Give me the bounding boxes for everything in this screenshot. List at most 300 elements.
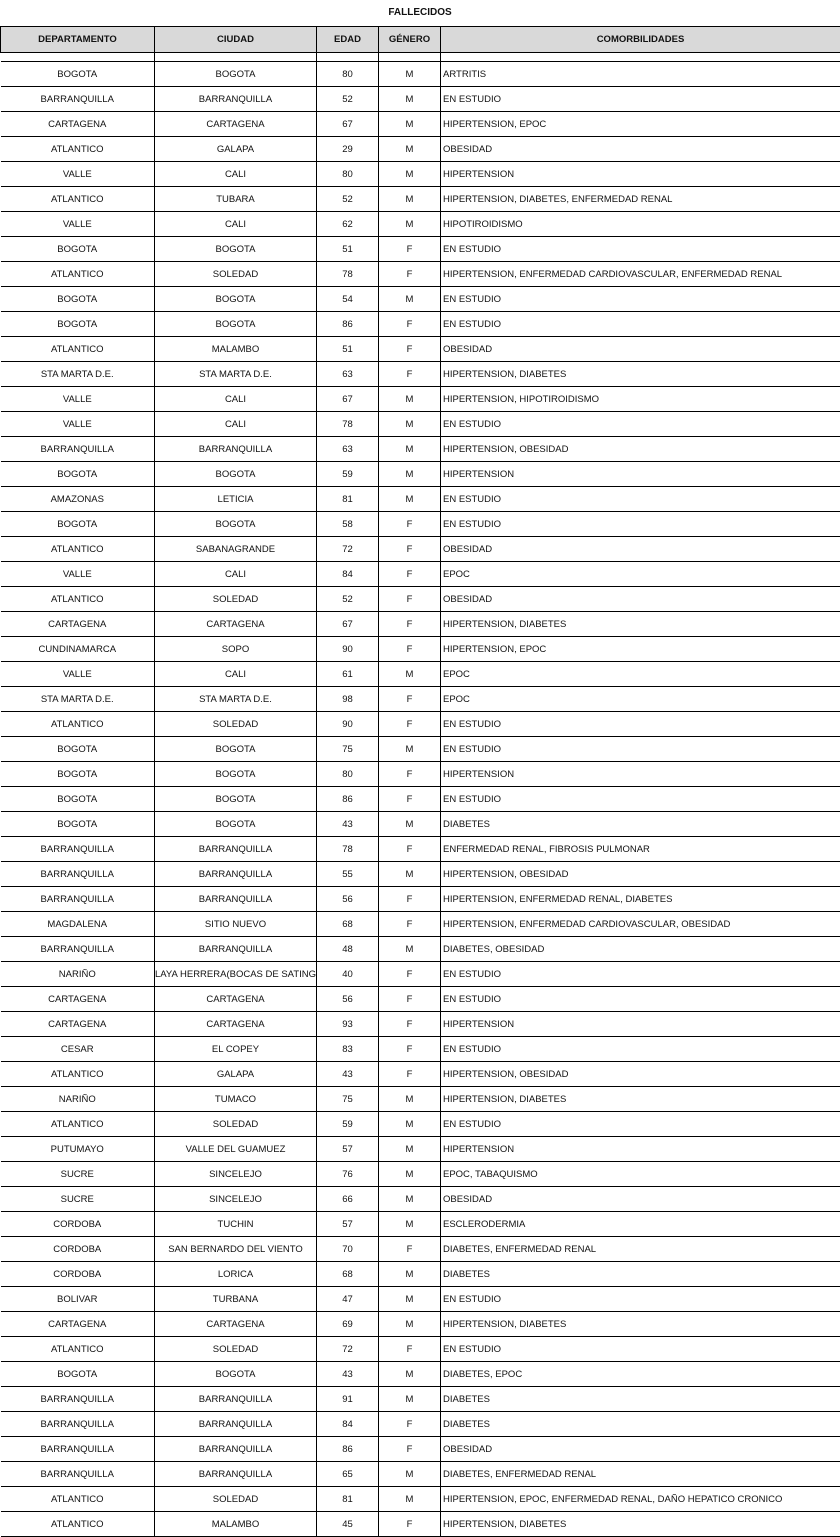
cell-ciudad: TUBARA bbox=[155, 187, 317, 212]
cell-edad: 48 bbox=[317, 937, 379, 962]
cell-ciudad: GALAPA bbox=[155, 137, 317, 162]
cell-departamento: BARRANQUILLA bbox=[1, 887, 155, 912]
cell-genero: F bbox=[379, 887, 441, 912]
cell-genero: F bbox=[379, 1062, 441, 1087]
cell-departamento: ATLANTICO bbox=[1, 587, 155, 612]
table-row bbox=[1, 1137, 840, 1162]
cell-ciudad: BOGOTA bbox=[155, 287, 317, 312]
cell-ciudad: STA MARTA D.E. bbox=[155, 687, 317, 712]
cell-departamento: ATLANTICO bbox=[1, 1487, 155, 1512]
cell-genero: F bbox=[379, 1037, 441, 1062]
cell-edad: 78 bbox=[317, 412, 379, 437]
table-row bbox=[1, 212, 840, 237]
cell-comorbilidades: DIABETES bbox=[441, 1387, 840, 1412]
cell-departamento: BARRANQUILLA bbox=[1, 1387, 155, 1412]
table-header-row bbox=[1, 27, 840, 53]
cell-comorbilidades: EN ESTUDIO bbox=[441, 987, 840, 1012]
table-row bbox=[1, 1487, 840, 1512]
cell-ciudad: SOPO bbox=[155, 637, 317, 662]
cell-comorbilidades: EN ESTUDIO bbox=[441, 712, 840, 737]
cell-comorbilidades: ENFERMEDAD RENAL, FIBROSIS PULMONAR bbox=[441, 837, 840, 862]
cell-comorbilidades: OBESIDAD bbox=[441, 137, 840, 162]
cell-ciudad: LETICIA bbox=[155, 487, 317, 512]
cell-comorbilidades: HIPERTENSION, EPOC bbox=[441, 112, 840, 137]
cell-edad: 67 bbox=[317, 612, 379, 637]
cell-edad: 43 bbox=[317, 1362, 379, 1387]
cell-edad: 67 bbox=[317, 112, 379, 137]
cell-genero: M bbox=[379, 1212, 441, 1237]
cell-genero: F bbox=[379, 337, 441, 362]
cell-edad: 84 bbox=[317, 1412, 379, 1437]
table-row bbox=[1, 287, 840, 312]
cell-ciudad: BARRANQUILLA bbox=[155, 1437, 317, 1462]
cell-genero: M bbox=[379, 162, 441, 187]
cell-comorbilidades: HIPERTENSION, DIABETES bbox=[441, 1312, 840, 1337]
table-row bbox=[1, 1062, 840, 1087]
cell-ciudad: SINCELEJO bbox=[155, 1187, 317, 1212]
cell-comorbilidades: HIPERTENSION, EPOC, ENFERMEDAD RENAL, DAÑO HEPATICO CRONICO bbox=[441, 1487, 840, 1512]
table-row bbox=[1, 312, 840, 337]
cell-comorbilidades: HIPERTENSION, DIABETES bbox=[441, 612, 840, 637]
cell-edad: 47 bbox=[317, 1287, 379, 1312]
cell-ciudad: SABANAGRANDE bbox=[155, 537, 317, 562]
cell-edad: 45 bbox=[317, 1512, 379, 1537]
cell-departamento: STA MARTA D.E. bbox=[1, 362, 155, 387]
cell-genero: F bbox=[379, 912, 441, 937]
cell-edad: 70 bbox=[317, 1237, 379, 1262]
table-row bbox=[1, 887, 840, 912]
cell-ciudad: CARTAGENA bbox=[155, 1012, 317, 1037]
cell-comorbilidades: EN ESTUDIO bbox=[441, 87, 840, 112]
table-row bbox=[1, 512, 840, 537]
cell-comorbilidades: EN ESTUDIO bbox=[441, 1037, 840, 1062]
cell-genero: F bbox=[379, 262, 441, 287]
cell-genero: F bbox=[379, 362, 441, 387]
cell-edad: 86 bbox=[317, 1437, 379, 1462]
cell-departamento: VALLE bbox=[1, 212, 155, 237]
cell-ciudad: BARRANQUILLA bbox=[155, 862, 317, 887]
cell-departamento: ATLANTICO bbox=[1, 1112, 155, 1137]
cell-edad: 63 bbox=[317, 362, 379, 387]
cell-comorbilidades: DIABETES, OBESIDAD bbox=[441, 937, 840, 962]
cell-ciudad: LORICA bbox=[155, 1262, 317, 1287]
cell-departamento: VALLE bbox=[1, 562, 155, 587]
cell-comorbilidades: EN ESTUDIO bbox=[441, 962, 840, 987]
cell-departamento: MAGDALENA bbox=[1, 912, 155, 937]
cell-edad: 56 bbox=[317, 887, 379, 912]
table-row bbox=[1, 1187, 840, 1212]
cell-comorbilidades: EN ESTUDIO bbox=[441, 787, 840, 812]
cell-edad: 61 bbox=[317, 662, 379, 687]
cell-comorbilidades: DIABETES, ENFERMEDAD RENAL bbox=[441, 1462, 840, 1487]
cell-ciudad: LAYA HERRERA(BOCAS DE SATING bbox=[155, 962, 317, 987]
cell-edad: 56 bbox=[317, 987, 379, 1012]
cell-comorbilidades: HIPERTENSION bbox=[441, 162, 840, 187]
table-row bbox=[1, 587, 840, 612]
cell-genero: F bbox=[379, 987, 441, 1012]
table-row bbox=[1, 637, 840, 662]
cell-edad: 76 bbox=[317, 1162, 379, 1187]
cell-departamento: CUNDINAMARCA bbox=[1, 637, 155, 662]
table-row bbox=[1, 1087, 840, 1112]
cell-genero: F bbox=[379, 712, 441, 737]
table-row bbox=[1, 1412, 840, 1437]
cell-edad: 78 bbox=[317, 262, 379, 287]
cell-edad: 72 bbox=[317, 1337, 379, 1362]
cell-ciudad: EL COPEY bbox=[155, 1037, 317, 1062]
cell-genero: F bbox=[379, 537, 441, 562]
cell-genero: M bbox=[379, 187, 441, 212]
col-header-comorbilidades: COMORBILIDADES bbox=[441, 27, 840, 53]
col-header-ciudad: CIUDAD bbox=[155, 27, 317, 53]
cell-edad: 83 bbox=[317, 1037, 379, 1062]
cell-departamento: STA MARTA D.E. bbox=[1, 687, 155, 712]
cell-edad: 43 bbox=[317, 1062, 379, 1087]
cell-comorbilidades: DIABETES, ENFERMEDAD RENAL bbox=[441, 1237, 840, 1262]
cell-ciudad: SOLEDAD bbox=[155, 262, 317, 287]
cell-ciudad: BOGOTA bbox=[155, 737, 317, 762]
cell-ciudad: MALAMBO bbox=[155, 1512, 317, 1537]
cell-edad: 59 bbox=[317, 462, 379, 487]
cell-ciudad: BARRANQUILLA bbox=[155, 887, 317, 912]
cell-edad: 93 bbox=[317, 1012, 379, 1037]
cell-comorbilidades: HIPERTENSION, DIABETES bbox=[441, 1512, 840, 1537]
cell-edad: 86 bbox=[317, 787, 379, 812]
cell-departamento: NARIÑO bbox=[1, 1087, 155, 1112]
cell-edad: 78 bbox=[317, 837, 379, 862]
table-row bbox=[1, 1437, 840, 1462]
cell-edad: 65 bbox=[317, 1462, 379, 1487]
cell-edad: 62 bbox=[317, 212, 379, 237]
cell-comorbilidades: HIPOTIROIDISMO bbox=[441, 212, 840, 237]
cell-departamento: CARTAGENA bbox=[1, 1312, 155, 1337]
cell-comorbilidades: EN ESTUDIO bbox=[441, 412, 840, 437]
cell-departamento: BARRANQUILLA bbox=[1, 937, 155, 962]
cell-ciudad: BOGOTA bbox=[155, 787, 317, 812]
cell-departamento: BOGOTA bbox=[1, 737, 155, 762]
cell-genero: M bbox=[379, 812, 441, 837]
cell-departamento: BARRANQUILLA bbox=[1, 1412, 155, 1437]
table-row bbox=[1, 837, 840, 862]
cell-departamento: BARRANQUILLA bbox=[1, 862, 155, 887]
cell-departamento: PUTUMAYO bbox=[1, 1137, 155, 1162]
cell-departamento: BOGOTA bbox=[1, 812, 155, 837]
table-row bbox=[1, 162, 840, 187]
cell-ciudad: BOGOTA bbox=[155, 62, 317, 87]
cell-comorbilidades: EN ESTUDIO bbox=[441, 1337, 840, 1362]
cell-ciudad: BOGOTA bbox=[155, 462, 317, 487]
cell-genero: F bbox=[379, 237, 441, 262]
cell-genero: F bbox=[379, 762, 441, 787]
cell-edad: 81 bbox=[317, 487, 379, 512]
cell-edad: 52 bbox=[317, 587, 379, 612]
cell-comorbilidades: EPOC bbox=[441, 562, 840, 587]
cell-ciudad: BOGOTA bbox=[155, 762, 317, 787]
cell-comorbilidades: ESCLERODERMIA bbox=[441, 1212, 840, 1237]
cell-genero: F bbox=[379, 1337, 441, 1362]
cell-edad: 91 bbox=[317, 1387, 379, 1412]
cell-departamento: BARRANQUILLA bbox=[1, 837, 155, 862]
cell-edad: 55 bbox=[317, 862, 379, 887]
cell-comorbilidades: HIPERTENSION, DIABETES bbox=[441, 1087, 840, 1112]
table-row bbox=[1, 1512, 840, 1537]
cell-edad: 63 bbox=[317, 437, 379, 462]
cell-departamento: BOGOTA bbox=[1, 1362, 155, 1387]
cell-edad: 68 bbox=[317, 912, 379, 937]
table-row bbox=[1, 262, 840, 287]
cell-genero: M bbox=[379, 1287, 441, 1312]
cell-comorbilidades: EN ESTUDIO bbox=[441, 287, 840, 312]
table-row bbox=[1, 1162, 840, 1187]
cell-departamento: BOGOTA bbox=[1, 762, 155, 787]
cell-genero: M bbox=[379, 1162, 441, 1187]
cell-edad: 43 bbox=[317, 812, 379, 837]
cell-edad: 81 bbox=[317, 1487, 379, 1512]
table-row bbox=[1, 987, 840, 1012]
cell-edad: 66 bbox=[317, 1187, 379, 1212]
cell-ciudad: CALI bbox=[155, 162, 317, 187]
cell-genero: M bbox=[379, 137, 441, 162]
cell-departamento: ATLANTICO bbox=[1, 262, 155, 287]
table-row bbox=[1, 862, 840, 887]
cell-departamento: BOGOTA bbox=[1, 287, 155, 312]
table-row bbox=[1, 137, 840, 162]
cell-departamento: BOGOTA bbox=[1, 512, 155, 537]
cell-genero: M bbox=[379, 937, 441, 962]
cell-departamento: BARRANQUILLA bbox=[1, 437, 155, 462]
cell-departamento: ATLANTICO bbox=[1, 537, 155, 562]
cell-ciudad: BOGOTA bbox=[155, 512, 317, 537]
cell-genero: F bbox=[379, 612, 441, 637]
table-row bbox=[1, 237, 840, 262]
cell-departamento: AMAZONAS bbox=[1, 487, 155, 512]
cell-departamento: BOLIVAR bbox=[1, 1287, 155, 1312]
cell-ciudad: TURBANA bbox=[155, 1287, 317, 1312]
cell-edad: 80 bbox=[317, 162, 379, 187]
cell-ciudad: SAN BERNARDO DEL VIENTO bbox=[155, 1237, 317, 1262]
cell-departamento: NARIÑO bbox=[1, 962, 155, 987]
cell-edad: 54 bbox=[317, 287, 379, 312]
cell-ciudad: TUCHIN bbox=[155, 1212, 317, 1237]
cell-comorbilidades: HIPERTENSION, DIABETES bbox=[441, 362, 840, 387]
cell-edad: 90 bbox=[317, 637, 379, 662]
cell-comorbilidades: EN ESTUDIO bbox=[441, 487, 840, 512]
cell-ciudad: BOGOTA bbox=[155, 1362, 317, 1387]
table-row bbox=[1, 387, 840, 412]
cell-ciudad: SOLEDAD bbox=[155, 1337, 317, 1362]
table-row bbox=[1, 1037, 840, 1062]
cell-genero: M bbox=[379, 1262, 441, 1287]
cell-ciudad: SOLEDAD bbox=[155, 587, 317, 612]
cell-genero: F bbox=[379, 512, 441, 537]
table-row bbox=[1, 1387, 840, 1412]
cell-comorbilidades: HIPERTENSION, OBESIDAD bbox=[441, 862, 840, 887]
table-row bbox=[1, 1112, 840, 1137]
cell-edad: 80 bbox=[317, 62, 379, 87]
table-row bbox=[1, 612, 840, 637]
cell-departamento: ATLANTICO bbox=[1, 712, 155, 737]
cell-genero: M bbox=[379, 412, 441, 437]
table-row bbox=[1, 112, 840, 137]
cell-genero: M bbox=[379, 1487, 441, 1512]
cell-genero: M bbox=[379, 1187, 441, 1212]
table-row bbox=[1, 762, 840, 787]
table-row bbox=[1, 362, 840, 387]
cell-edad: 57 bbox=[317, 1212, 379, 1237]
cell-comorbilidades: EN ESTUDIO bbox=[441, 312, 840, 337]
cell-comorbilidades: HIPERTENSION bbox=[441, 462, 840, 487]
table-row bbox=[1, 412, 840, 437]
cell-departamento: BARRANQUILLA bbox=[1, 1462, 155, 1487]
cell-edad: 75 bbox=[317, 737, 379, 762]
col-header-edad: EDAD bbox=[317, 27, 379, 53]
cell-genero: F bbox=[379, 637, 441, 662]
table-row bbox=[1, 1212, 840, 1237]
cell-edad: 90 bbox=[317, 712, 379, 737]
cell-comorbilidades: EPOC, TABAQUISMO bbox=[441, 1162, 840, 1187]
cell-genero: M bbox=[379, 387, 441, 412]
cell-departamento: BOGOTA bbox=[1, 62, 155, 87]
cell-genero: F bbox=[379, 1012, 441, 1037]
cell-genero: F bbox=[379, 1412, 441, 1437]
cell-ciudad: SOLEDAD bbox=[155, 1487, 317, 1512]
cell-edad: 58 bbox=[317, 512, 379, 537]
cell-comorbilidades: HIPERTENSION bbox=[441, 1137, 840, 1162]
cell-genero: F bbox=[379, 687, 441, 712]
cell-ciudad: BARRANQUILLA bbox=[155, 937, 317, 962]
cell-ciudad: BARRANQUILLA bbox=[155, 1387, 317, 1412]
col-header-genero: GÉNERO bbox=[379, 27, 441, 53]
cell-departamento: VALLE bbox=[1, 662, 155, 687]
cell-departamento: VALLE bbox=[1, 387, 155, 412]
cell-comorbilidades: DIABETES bbox=[441, 1262, 840, 1287]
cell-genero: M bbox=[379, 1462, 441, 1487]
cell-comorbilidades: OBESIDAD bbox=[441, 1437, 840, 1462]
cell-departamento: CORDOBA bbox=[1, 1212, 155, 1237]
table-row bbox=[1, 537, 840, 562]
cell-edad: 51 bbox=[317, 337, 379, 362]
cell-departamento: SUCRE bbox=[1, 1162, 155, 1187]
table-row bbox=[1, 87, 840, 112]
cell-departamento: CARTAGENA bbox=[1, 612, 155, 637]
cell-edad: 52 bbox=[317, 87, 379, 112]
cell-comorbilidades: HIPERTENSION, ENFERMEDAD CARDIOVASCULAR, OBESIDAD bbox=[441, 912, 840, 937]
cell-comorbilidades: HIPERTENSION, OBESIDAD bbox=[441, 437, 840, 462]
table-row bbox=[1, 662, 840, 687]
cell-genero: F bbox=[379, 962, 441, 987]
cell-ciudad: CARTAGENA bbox=[155, 612, 317, 637]
table-row bbox=[1, 937, 840, 962]
col-header-departamento: DEPARTAMENTO bbox=[1, 27, 155, 53]
table-row bbox=[1, 1362, 840, 1387]
cell-departamento: BOGOTA bbox=[1, 237, 155, 262]
table-row bbox=[1, 1262, 840, 1287]
cell-departamento: CESAR bbox=[1, 1037, 155, 1062]
cell-ciudad: CARTAGENA bbox=[155, 112, 317, 137]
cell-ciudad: CARTAGENA bbox=[155, 987, 317, 1012]
cell-departamento: CARTAGENA bbox=[1, 1012, 155, 1037]
table-row bbox=[1, 62, 840, 87]
cell-genero: M bbox=[379, 62, 441, 87]
table-row bbox=[1, 687, 840, 712]
cell-ciudad: STA MARTA D.E. bbox=[155, 362, 317, 387]
cell-edad: 57 bbox=[317, 1137, 379, 1162]
table-row bbox=[1, 487, 840, 512]
cell-edad: 68 bbox=[317, 1262, 379, 1287]
cell-genero: M bbox=[379, 87, 441, 112]
cell-edad: 67 bbox=[317, 387, 379, 412]
cell-edad: 98 bbox=[317, 687, 379, 712]
cell-departamento: CORDOBA bbox=[1, 1262, 155, 1287]
cell-departamento: BARRANQUILLA bbox=[1, 87, 155, 112]
cell-departamento: BARRANQUILLA bbox=[1, 1437, 155, 1462]
table-row bbox=[1, 712, 840, 737]
cell-departamento: ATLANTICO bbox=[1, 1062, 155, 1087]
cell-ciudad: CARTAGENA bbox=[155, 1312, 317, 1337]
cell-ciudad: CALI bbox=[155, 387, 317, 412]
cell-departamento: BOGOTA bbox=[1, 787, 155, 812]
cell-comorbilidades: HIPERTENSION bbox=[441, 762, 840, 787]
cell-ciudad: BARRANQUILLA bbox=[155, 1462, 317, 1487]
cell-departamento: ATLANTICO bbox=[1, 137, 155, 162]
cell-comorbilidades: EN ESTUDIO bbox=[441, 1287, 840, 1312]
cell-comorbilidades: EPOC bbox=[441, 662, 840, 687]
cell-ciudad: BOGOTA bbox=[155, 312, 317, 337]
cell-comorbilidades: DIABETES bbox=[441, 1412, 840, 1437]
cell-ciudad: BOGOTA bbox=[155, 237, 317, 262]
cell-genero: F bbox=[379, 787, 441, 812]
cell-departamento: CORDOBA bbox=[1, 1237, 155, 1262]
table-row bbox=[1, 562, 840, 587]
cell-genero: M bbox=[379, 1112, 441, 1137]
table-row bbox=[1, 1462, 840, 1487]
cell-ciudad: CALI bbox=[155, 562, 317, 587]
cell-genero: M bbox=[379, 662, 441, 687]
cell-departamento: SUCRE bbox=[1, 1187, 155, 1212]
cell-ciudad: SITIO NUEVO bbox=[155, 912, 317, 937]
cell-genero: M bbox=[379, 1387, 441, 1412]
cell-edad: 51 bbox=[317, 237, 379, 262]
cell-genero: F bbox=[379, 587, 441, 612]
cell-ciudad: TUMACO bbox=[155, 1087, 317, 1112]
cell-departamento: CARTAGENA bbox=[1, 112, 155, 137]
cell-ciudad: SINCELEJO bbox=[155, 1162, 317, 1187]
cell-genero: M bbox=[379, 862, 441, 887]
cell-comorbilidades: EN ESTUDIO bbox=[441, 237, 840, 262]
cell-ciudad: BOGOTA bbox=[155, 812, 317, 837]
cell-ciudad: CALI bbox=[155, 212, 317, 237]
cell-departamento: VALLE bbox=[1, 412, 155, 437]
cell-comorbilidades: HIPERTENSION bbox=[441, 1012, 840, 1037]
cell-edad: 72 bbox=[317, 537, 379, 562]
cell-genero: F bbox=[379, 562, 441, 587]
cell-edad: 29 bbox=[317, 137, 379, 162]
cell-departamento: CARTAGENA bbox=[1, 987, 155, 1012]
cell-comorbilidades: ARTRITIS bbox=[441, 62, 840, 87]
cell-ciudad: CALI bbox=[155, 412, 317, 437]
cell-edad: 52 bbox=[317, 187, 379, 212]
cell-ciudad: SOLEDAD bbox=[155, 1112, 317, 1137]
cell-comorbilidades: EN ESTUDIO bbox=[441, 737, 840, 762]
page-title: FALLECIDOS bbox=[0, 0, 840, 26]
cell-ciudad: GALAPA bbox=[155, 1062, 317, 1087]
cell-genero: M bbox=[379, 212, 441, 237]
table-row bbox=[1, 1337, 840, 1362]
cell-ciudad: BARRANQUILLA bbox=[155, 837, 317, 862]
cell-genero: F bbox=[379, 837, 441, 862]
cell-comorbilidades: HIPERTENSION, ENFERMEDAD RENAL, DIABETES bbox=[441, 887, 840, 912]
cell-departamento: BOGOTA bbox=[1, 312, 155, 337]
